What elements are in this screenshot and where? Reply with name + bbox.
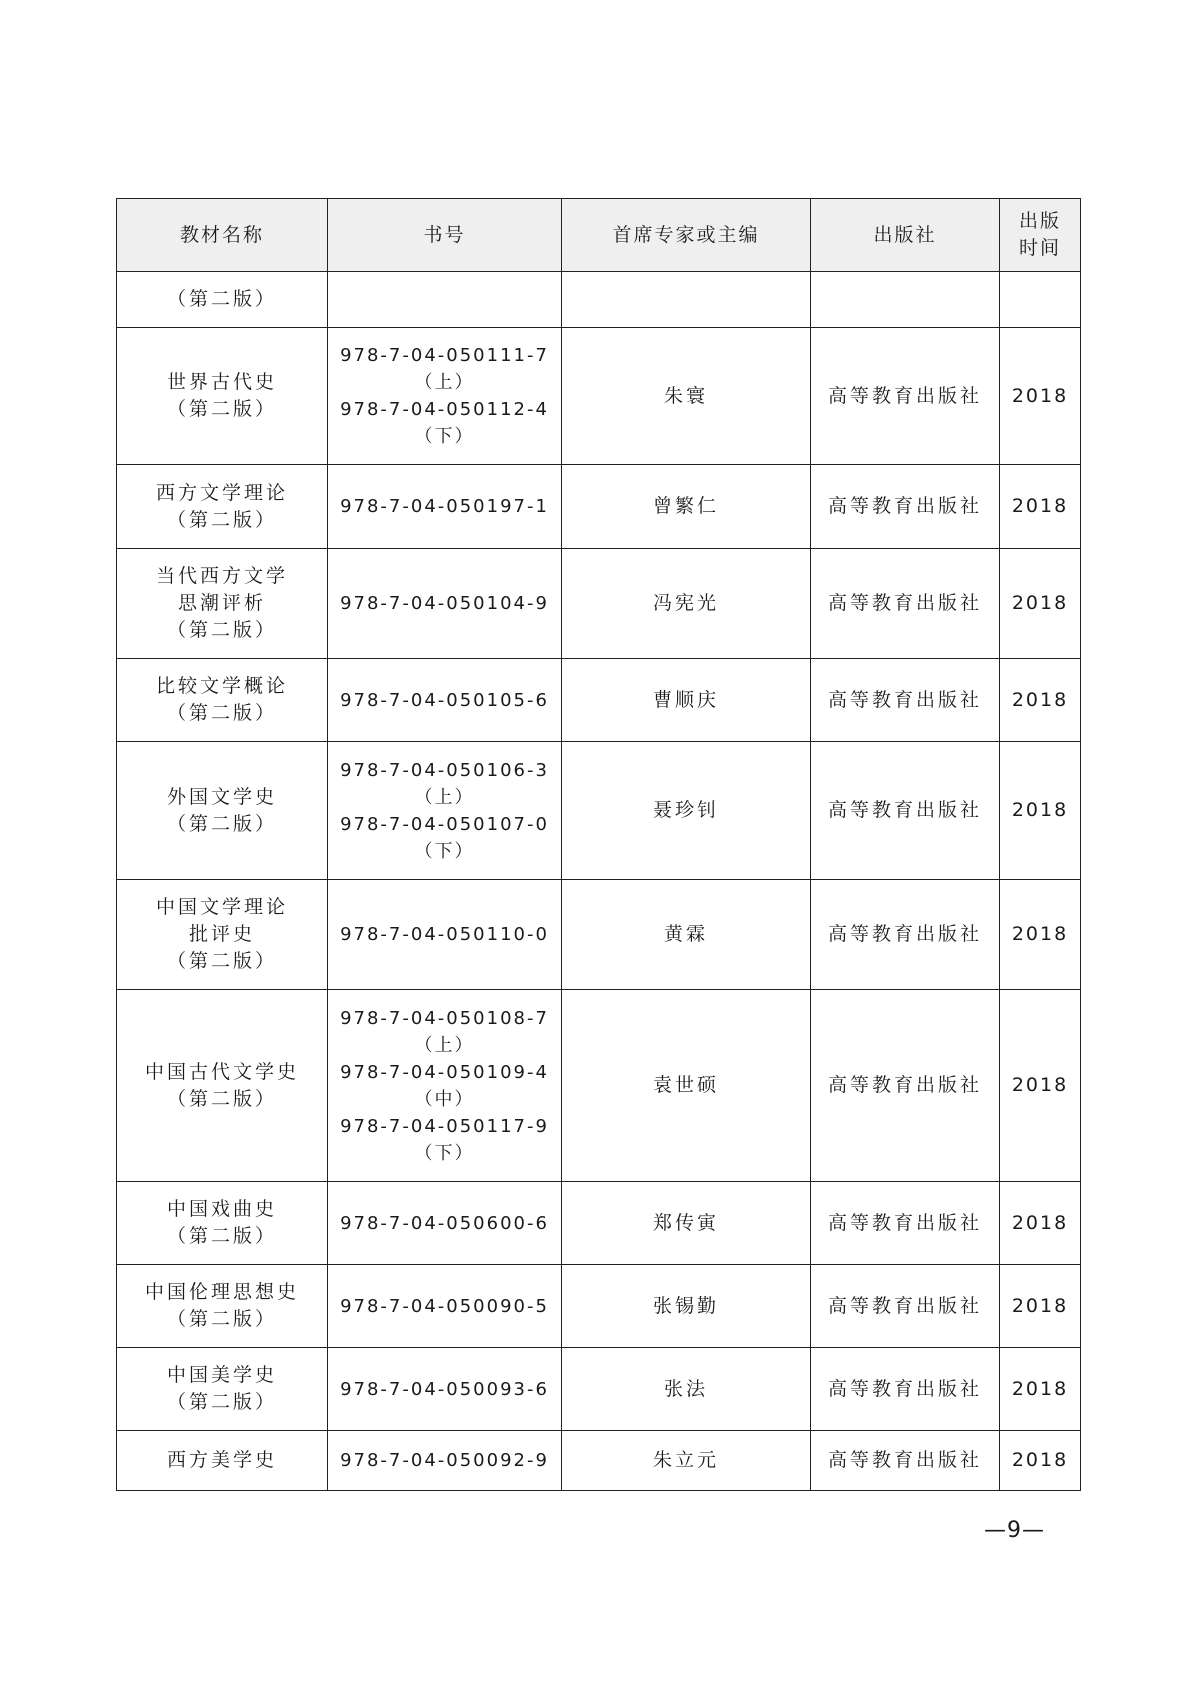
cell-year: 2018 <box>1000 1265 1081 1348</box>
cell-editor: 黄霖 <box>562 880 811 990</box>
header-editor: 首席专家或主编 <box>562 199 811 272</box>
table-row <box>117 880 1081 990</box>
cell-year: 2018 <box>1000 742 1081 880</box>
cell-title: 西方文学理论 （第二版） <box>117 465 328 549</box>
cell-title: 中国戏曲史 （第二版） <box>117 1182 328 1265</box>
cell-isbn: 978-7-04-050197-1 <box>328 465 562 549</box>
cell-isbn: 978-7-04-050090-5 <box>328 1265 562 1348</box>
cell-year: 2018 <box>1000 1431 1081 1491</box>
cell-year: 2018 <box>1000 659 1081 742</box>
cell-title: 中国文学理论 批评史 （第二版） <box>117 880 328 990</box>
page-number: —9— <box>984 1518 1045 1543</box>
cell-isbn: 978-7-04-050104-9 <box>328 549 562 659</box>
cell-title: 西方美学史 <box>117 1431 328 1491</box>
cell-isbn: 978-7-04-050108-7 （上） 978-7-04-050109-4 （中） 978-7-04-050117-9 （下） <box>328 990 562 1182</box>
cell-isbn: 978-7-04-050092-9 <box>328 1431 562 1491</box>
cell-publisher: 高等教育出版社 <box>811 659 1000 742</box>
cell-title: （第二版） <box>117 272 328 328</box>
cell-publisher: 高等教育出版社 <box>811 880 1000 990</box>
cell-title: 世界古代史 （第二版） <box>117 328 328 465</box>
table-row <box>117 1348 1081 1431</box>
table-row <box>117 1182 1081 1265</box>
cell-isbn: 978-7-04-050111-7 （上） 978-7-04-050112-4 （下） <box>328 328 562 465</box>
cell-year <box>1000 272 1081 328</box>
cell-publisher: 高等教育出版社 <box>811 1182 1000 1265</box>
cell-publisher: 高等教育出版社 <box>811 742 1000 880</box>
cell-isbn: 978-7-04-050110-0 <box>328 880 562 990</box>
cell-editor: 袁世硕 <box>562 990 811 1182</box>
cell-editor: 冯宪光 <box>562 549 811 659</box>
table-row <box>117 465 1081 549</box>
table-body <box>117 272 1081 1491</box>
table-header <box>117 199 1081 272</box>
cell-isbn: 978-7-04-050600-6 <box>328 1182 562 1265</box>
textbook-table <box>116 198 1081 1491</box>
cell-editor: 曾繁仁 <box>562 465 811 549</box>
cell-title: 外国文学史 （第二版） <box>117 742 328 880</box>
table-row <box>117 659 1081 742</box>
cell-year: 2018 <box>1000 1348 1081 1431</box>
cell-publisher: 高等教育出版社 <box>811 1265 1000 1348</box>
cell-publisher: 高等教育出版社 <box>811 1348 1000 1431</box>
cell-isbn <box>328 272 562 328</box>
cell-title: 当代西方文学 思潮评析 （第二版） <box>117 549 328 659</box>
header-title: 教材名称 <box>117 199 328 272</box>
cell-title: 中国伦理思想史 （第二版） <box>117 1265 328 1348</box>
cell-year: 2018 <box>1000 1182 1081 1265</box>
cell-year: 2018 <box>1000 549 1081 659</box>
table-row <box>117 272 1081 328</box>
table-row <box>117 549 1081 659</box>
cell-publisher: 高等教育出版社 <box>811 990 1000 1182</box>
table-row <box>117 990 1081 1182</box>
cell-editor: 朱立元 <box>562 1431 811 1491</box>
table-row <box>117 1431 1081 1491</box>
cell-publisher: 高等教育出版社 <box>811 328 1000 465</box>
cell-title: 中国美学史 （第二版） <box>117 1348 328 1431</box>
cell-year: 2018 <box>1000 328 1081 465</box>
cell-title: 比较文学概论 （第二版） <box>117 659 328 742</box>
cell-publisher: 高等教育出版社 <box>811 1431 1000 1491</box>
cell-publisher <box>811 272 1000 328</box>
cell-editor: 朱寰 <box>562 328 811 465</box>
header-year: 出版 时间 <box>1000 199 1081 272</box>
cell-editor: 聂珍钊 <box>562 742 811 880</box>
cell-editor <box>562 272 811 328</box>
header-publisher: 出版社 <box>811 199 1000 272</box>
cell-year: 2018 <box>1000 465 1081 549</box>
cell-isbn: 978-7-04-050106-3 （上） 978-7-04-050107-0 （下） <box>328 742 562 880</box>
table-row <box>117 328 1081 465</box>
table-row <box>117 742 1081 880</box>
cell-isbn: 978-7-04-050105-6 <box>328 659 562 742</box>
cell-editor: 张法 <box>562 1348 811 1431</box>
cell-publisher: 高等教育出版社 <box>811 549 1000 659</box>
cell-title: 中国古代文学史 （第二版） <box>117 990 328 1182</box>
header-row <box>117 199 1081 272</box>
table-row <box>117 1265 1081 1348</box>
cell-editor: 张锡勤 <box>562 1265 811 1348</box>
cell-editor: 曹顺庆 <box>562 659 811 742</box>
cell-editor: 郑传寅 <box>562 1182 811 1265</box>
cell-year: 2018 <box>1000 880 1081 990</box>
cell-publisher: 高等教育出版社 <box>811 465 1000 549</box>
cell-year: 2018 <box>1000 990 1081 1182</box>
cell-isbn: 978-7-04-050093-6 <box>328 1348 562 1431</box>
header-isbn: 书号 <box>328 199 562 272</box>
